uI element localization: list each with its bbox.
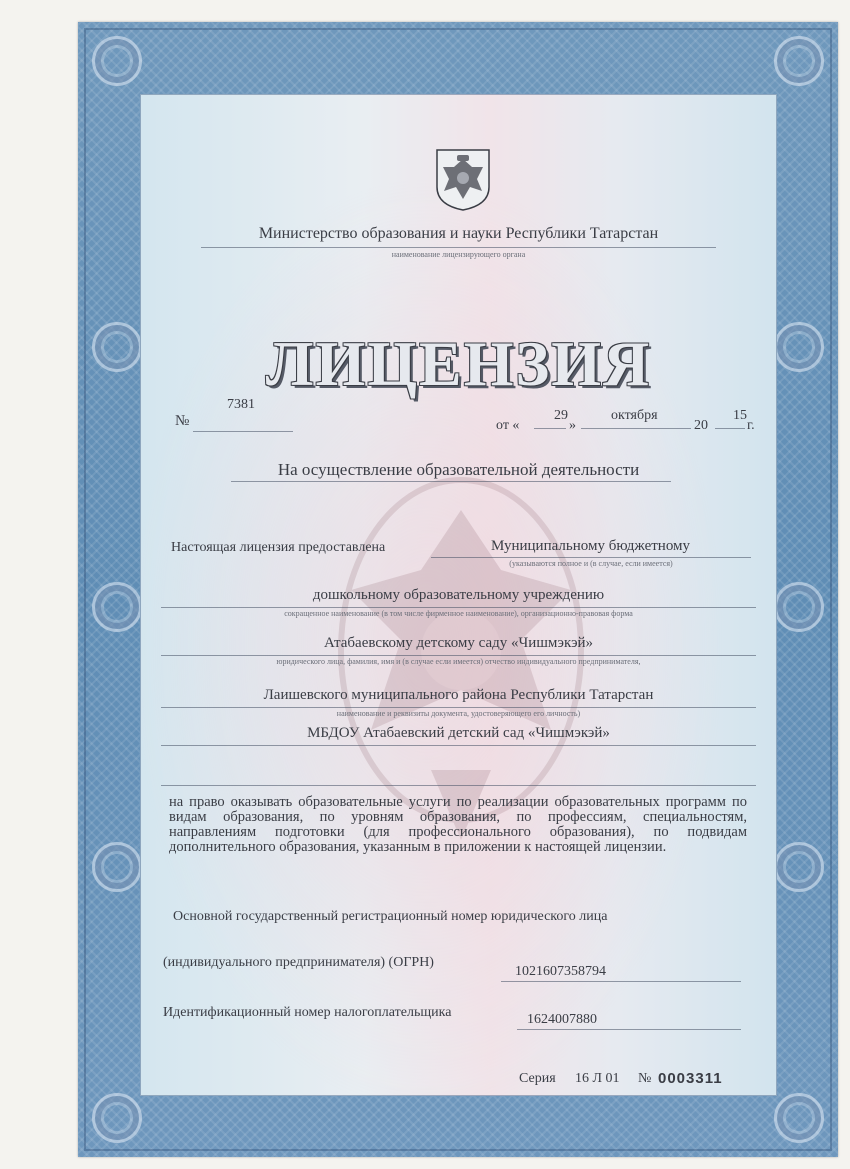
- license-rights-text: на право оказывать образовательные услуги по реализации образовательных программ по видам образования, по уровням образования, по профессиям, специальностям, направлениям подготовки (для профессионального образования), по подвидам дополнительного образования, указанным в приложении к настоящей лицензии.: [169, 794, 747, 855]
- licensee-caption-2: сокращенное наименование (в том числе фирменное наименование), организационно-правовая форма: [284, 609, 633, 618]
- side-ornament: [774, 842, 824, 892]
- date-from-label: от «: [496, 418, 520, 433]
- licensee-caption-3: юридического лица, фамилия, имя и (в случае если имеется) отчество индивидуального предпринимателя,: [276, 657, 641, 666]
- date-century: 20: [694, 418, 708, 433]
- number-label: №: [175, 413, 190, 429]
- ogrn-underline: [501, 981, 741, 982]
- licensee-underline: [161, 785, 756, 786]
- license-purpose: На осуществление образовательной деятельности: [277, 460, 640, 479]
- inn-underline: [517, 1029, 741, 1030]
- date-day-underline: [534, 428, 566, 429]
- date-year: 15: [733, 408, 747, 423]
- date-day: 29: [554, 408, 568, 423]
- ministry-name: Министерство образования и науки Республики Татарстан: [258, 225, 659, 242]
- licensee-line-4: Лаишевского муниципального района Республики Татарстан: [263, 687, 654, 703]
- licensee-underline: [161, 745, 756, 746]
- side-ornament: [92, 322, 142, 372]
- series-label: Серия: [519, 1071, 556, 1086]
- licensee-line-2: дошкольному образовательному учреждению: [312, 587, 605, 603]
- ogrn-label-line-2: (индивидуального предпринимателя) (ОГРН): [163, 955, 434, 970]
- document-title: ЛИЦЕНЗИЯ: [265, 328, 652, 399]
- date-month-underline: [581, 428, 691, 429]
- corner-ornament: [774, 1093, 824, 1143]
- licensee-line-5: МБДОУ Атабаевский детский сад «Чишмэкэй»: [307, 725, 610, 741]
- licensee-underline: [161, 707, 756, 708]
- license-content-panel: [140, 94, 777, 1096]
- license-number: 7381: [227, 397, 255, 412]
- side-ornament: [774, 322, 824, 372]
- licensee-line-1: Муниципальному бюджетному: [491, 538, 691, 554]
- date-year-underline: [715, 428, 745, 429]
- ogrn-value: 1021607358794: [515, 964, 606, 979]
- licensee-caption-4: наименование и реквизиты документа, удостоверяющего его личность): [336, 709, 581, 718]
- inn-value: 1624007880: [527, 1012, 597, 1027]
- series-number: 0003311: [658, 1070, 723, 1087]
- licensee-underline: [161, 607, 756, 608]
- corner-ornament: [92, 36, 142, 86]
- side-ornament: [92, 582, 142, 632]
- licensee-line-3: Атабаевскому детскому саду «Чишмэкэй»: [323, 635, 594, 651]
- date-month: октября: [611, 408, 658, 423]
- date-close-quote: »: [569, 418, 576, 433]
- ogrn-label-line-1: Основной государственный регистрационный номер юридического лица: [173, 909, 608, 924]
- divider: [201, 247, 716, 248]
- inn-label: Идентификационный номер налогоплательщика: [163, 1005, 452, 1020]
- ministry-caption: наименование лицензирующего органа: [391, 250, 526, 259]
- licensee-caption-1: (указываются полное и (в случае, если имеется): [509, 559, 673, 568]
- license-sheet: [78, 22, 838, 1157]
- licensee-underline: [431, 557, 751, 558]
- side-ornament: [774, 582, 824, 632]
- side-ornament: [92, 842, 142, 892]
- corner-ornament: [774, 36, 824, 86]
- granted-label: Настоящая лицензия предоставлена: [171, 540, 386, 555]
- divider: [231, 481, 671, 482]
- licensee-underline: [161, 655, 756, 656]
- coat-of-arms-icon: [434, 147, 492, 213]
- series-number-label: №: [638, 1071, 652, 1086]
- number-underline: [193, 431, 293, 432]
- corner-ornament: [92, 1093, 142, 1143]
- date-suffix: г.: [747, 418, 755, 433]
- series-code: 16 Л 01: [575, 1071, 620, 1086]
